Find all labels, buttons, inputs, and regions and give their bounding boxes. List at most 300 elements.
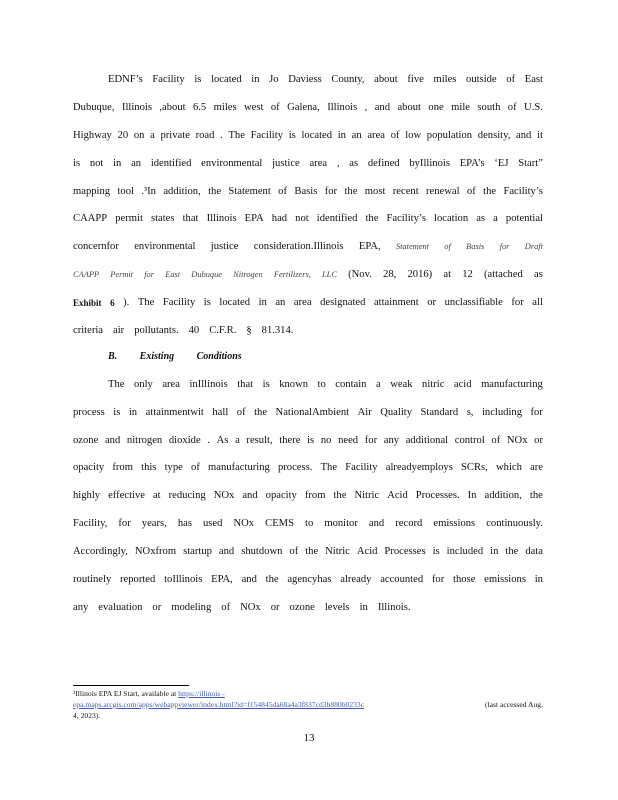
word: Dubuque, <box>73 102 115 113</box>
word: of <box>390 130 400 141</box>
word: identified <box>316 213 358 224</box>
word: years, <box>141 518 167 529</box>
word: 2016) <box>407 269 433 280</box>
word: the <box>265 574 279 585</box>
word: located <box>211 74 242 85</box>
word: need <box>338 435 359 446</box>
word: any <box>73 602 89 613</box>
word: Processes <box>384 546 426 557</box>
word: Galena, <box>287 102 320 113</box>
word: (attached <box>484 269 523 280</box>
text-line <box>73 461 543 475</box>
word: acid <box>453 379 472 390</box>
word: routinely <box>73 574 112 585</box>
word: a <box>235 435 240 446</box>
word: reducing <box>168 490 206 501</box>
word: a <box>375 379 381 390</box>
word: Standard <box>420 407 459 418</box>
word: had <box>271 213 288 224</box>
word: data <box>525 546 543 557</box>
footnote-link-part2[interactable]: epa.maps.arcgis.com/apps/webappviewer/index.html?id=f154845da68a4a3f837cd3b880b0233c <box>73 700 365 709</box>
word: CAAPP <box>73 270 100 279</box>
word: LLC <box>322 270 337 279</box>
word: or <box>427 297 437 308</box>
word: states <box>150 213 175 224</box>
text-line <box>73 324 543 338</box>
word: and <box>104 435 121 446</box>
word: agencyhas <box>287 574 332 585</box>
text-line <box>73 212 543 226</box>
word: nitrogen <box>126 435 163 446</box>
section-title-1: Existing <box>139 351 175 362</box>
word: used <box>203 518 223 529</box>
word: in <box>490 546 499 557</box>
word: Illinois <box>206 213 237 224</box>
word: located <box>301 130 333 141</box>
word: the <box>483 186 497 197</box>
word: is <box>73 158 81 169</box>
word: hall <box>212 407 229 418</box>
word: of <box>236 407 246 418</box>
word: any <box>383 435 400 446</box>
word: recent <box>392 186 419 197</box>
word: Facility <box>345 462 378 473</box>
word: manufacturing <box>481 379 543 390</box>
word: The <box>320 462 338 473</box>
word: process. <box>277 462 313 473</box>
word: EPA, <box>358 241 381 252</box>
word: of <box>444 242 451 251</box>
word: alreadyemploys <box>385 462 453 473</box>
word: consideration.Illinois <box>253 241 344 252</box>
word: the <box>208 186 222 197</box>
word: or <box>152 602 162 613</box>
word: that <box>237 379 254 390</box>
word: addition, <box>484 490 522 501</box>
word: . <box>207 435 210 446</box>
word: dioxide <box>168 435 201 446</box>
word: control <box>454 435 485 446</box>
word: for <box>530 407 543 418</box>
word: is <box>432 546 440 557</box>
word: is <box>288 130 296 141</box>
word: Processes. <box>415 490 460 501</box>
word: including <box>481 407 522 418</box>
footnote-line-3: 4, 2023). <box>73 711 101 720</box>
footnote-line-2 <box>73 700 543 710</box>
word: the <box>505 546 519 557</box>
word: East <box>524 74 543 85</box>
word: s, <box>466 407 474 418</box>
word: and <box>516 130 532 141</box>
word: a <box>150 130 155 141</box>
word: as <box>476 213 486 224</box>
word: in <box>113 158 122 169</box>
word: NOx <box>213 490 235 501</box>
word: already <box>340 574 372 585</box>
word: shutdown <box>241 546 283 557</box>
word: at <box>443 269 452 280</box>
word: for <box>118 518 131 529</box>
word: § <box>246 325 252 336</box>
word: population <box>426 130 473 141</box>
word: 6.5 <box>192 102 207 113</box>
word: environmental <box>201 158 263 169</box>
word: type <box>164 462 183 473</box>
word: the <box>254 407 268 418</box>
word: from <box>304 490 326 501</box>
word: south <box>477 102 501 113</box>
word: of <box>506 74 516 85</box>
word: In <box>467 490 477 501</box>
word: for <box>431 574 445 585</box>
word: NOxfrom <box>134 546 177 557</box>
word: concernfor <box>73 241 119 252</box>
word: toIllinois <box>164 574 203 585</box>
word: 6 <box>110 298 115 308</box>
word: for <box>364 435 378 446</box>
section-title-2: Conditions <box>196 351 242 362</box>
word: Facility <box>152 74 185 85</box>
word: Illinois <box>327 102 358 113</box>
word: Fertilizers, <box>273 270 311 279</box>
word: criteria <box>73 325 103 336</box>
word: modeling <box>171 602 212 613</box>
word: Facility <box>162 297 196 308</box>
word: location <box>434 213 469 224</box>
word: in <box>128 407 138 418</box>
word: an <box>351 130 362 141</box>
word: are <box>530 462 543 473</box>
word: pollutants. <box>134 325 179 336</box>
word: Nitric <box>325 546 350 557</box>
word: of <box>491 435 501 446</box>
word: opacity <box>265 490 297 501</box>
section-heading <box>108 351 262 362</box>
text-line <box>73 240 543 254</box>
word: air <box>113 325 125 336</box>
word: manufacturing <box>208 462 270 473</box>
word: renewal <box>426 186 460 197</box>
word: process <box>73 407 105 418</box>
word: in <box>337 130 346 141</box>
word: unclassifiable <box>444 297 503 308</box>
footnote-divider <box>73 685 189 686</box>
word: area <box>293 297 312 308</box>
word: NOx <box>506 435 528 446</box>
word: Exhibit <box>73 298 102 308</box>
word: in <box>359 602 368 613</box>
word: to <box>305 518 314 529</box>
word: on <box>133 130 145 141</box>
word: there <box>279 435 301 446</box>
word: identified <box>150 158 192 169</box>
word: addition, <box>163 186 201 197</box>
word: byIllinois <box>409 158 450 169</box>
word: reported <box>120 574 156 585</box>
word: as <box>349 158 359 169</box>
word: west <box>244 102 264 113</box>
word: emissions <box>433 518 476 529</box>
word: outside <box>466 74 497 85</box>
text-line <box>73 185 543 199</box>
word: startup <box>183 546 212 557</box>
word: nitric <box>422 379 445 390</box>
word: the <box>365 213 379 224</box>
word: Statement <box>228 186 271 197</box>
word: and <box>374 102 391 113</box>
word: as <box>534 269 543 280</box>
word: monitor <box>324 518 358 529</box>
text-line <box>73 545 543 559</box>
word: The <box>137 297 155 308</box>
word: and <box>241 574 257 585</box>
word: EPA’s <box>459 158 485 169</box>
word: this <box>141 462 157 473</box>
word: the <box>333 490 347 501</box>
word: opacity <box>73 462 105 473</box>
word: Accordingly, <box>73 546 128 557</box>
word: designated <box>320 297 366 308</box>
word: a <box>493 213 498 224</box>
word: . <box>220 130 223 141</box>
word: and <box>368 518 385 529</box>
word: Basis <box>294 186 318 197</box>
section-label: B. <box>108 351 118 362</box>
word: accounted <box>380 574 424 585</box>
word: in <box>534 574 543 585</box>
footnote-link-part1[interactable]: https://illinois - <box>178 689 225 698</box>
word: highly <box>73 490 101 501</box>
word: most <box>364 186 386 197</box>
word: additional <box>405 435 449 446</box>
word: The <box>108 379 125 390</box>
text-line <box>73 434 543 448</box>
word: Facility’s <box>503 186 543 197</box>
word: inIllinois <box>189 379 228 390</box>
word: for <box>511 297 524 308</box>
word: result, <box>246 435 273 446</box>
word: SCRs, <box>461 462 488 473</box>
word: justice <box>272 158 300 169</box>
text-line <box>73 406 543 420</box>
word: CEMS <box>265 518 294 529</box>
word: EPA, <box>211 574 233 585</box>
word: road <box>195 130 215 141</box>
word: miles <box>213 102 237 113</box>
word: permit <box>115 213 143 224</box>
word: , <box>364 102 368 113</box>
word: County, <box>331 74 365 85</box>
word: which <box>496 462 522 473</box>
word: Start” <box>518 158 543 169</box>
word: effective <box>108 490 145 501</box>
word: EPA <box>244 213 264 224</box>
word: potential <box>505 213 543 224</box>
word: levels <box>324 602 350 613</box>
word: Highway <box>73 130 112 141</box>
word: Acid <box>356 546 378 557</box>
word: for <box>499 242 510 251</box>
footnote-accessed: (last accessed Aug. <box>485 700 543 709</box>
word: Daviess <box>288 74 322 85</box>
word: and <box>242 490 258 501</box>
word: NationalAmbient <box>275 407 350 418</box>
word: for <box>144 270 155 279</box>
word: 81.314. <box>261 325 294 336</box>
word: Basis <box>466 242 485 251</box>
word: As <box>216 435 229 446</box>
word: area <box>162 379 180 390</box>
word: all <box>532 297 543 308</box>
word: record <box>395 518 423 529</box>
word: or <box>534 435 543 446</box>
word: of <box>507 102 517 113</box>
word: 40 <box>188 325 200 336</box>
word: is <box>194 74 202 85</box>
word: environmental <box>134 241 196 252</box>
word: ozone <box>73 435 99 446</box>
word: Draft <box>524 242 543 251</box>
word: the <box>305 546 319 557</box>
word: Permit <box>110 270 134 279</box>
word: of <box>270 102 280 113</box>
word: of <box>278 186 287 197</box>
footnote-line-1 <box>73 689 543 699</box>
word: ozone <box>289 602 315 613</box>
word: has <box>177 518 192 529</box>
word: about <box>397 102 421 113</box>
word: East <box>165 270 181 279</box>
word: for <box>324 186 338 197</box>
word: private <box>160 130 190 141</box>
word: included <box>446 546 484 557</box>
text-line <box>73 129 543 143</box>
word: tool <box>117 186 134 197</box>
word: five <box>407 74 424 85</box>
word: Illinois. <box>377 602 411 613</box>
word: Facility <box>250 130 283 141</box>
word: ). <box>123 297 130 308</box>
word: density, <box>477 130 511 141</box>
word: it <box>537 130 543 141</box>
word: an <box>275 297 286 308</box>
word: (Nov. <box>348 269 372 280</box>
word: Air <box>357 407 372 418</box>
word: is <box>203 297 211 308</box>
word: C.F.R. <box>209 325 237 336</box>
text-line <box>73 573 543 587</box>
word: low <box>405 130 422 141</box>
word: miles <box>433 74 457 85</box>
word: that <box>182 213 199 224</box>
text-line <box>73 489 543 503</box>
word: Nitric <box>354 490 380 501</box>
word: of <box>289 546 299 557</box>
text-line <box>108 73 543 87</box>
word: located <box>219 297 251 308</box>
text-line <box>73 157 543 171</box>
word: EDNF’s <box>108 74 143 85</box>
word: defined <box>367 158 400 169</box>
text-line <box>73 296 543 310</box>
word: in <box>251 74 260 85</box>
word: an <box>131 158 142 169</box>
word: Statement <box>395 242 429 251</box>
word: to <box>317 379 326 390</box>
word: Quality <box>380 407 413 418</box>
word: Illinois <box>121 102 152 113</box>
word: area <box>367 130 385 141</box>
word: at <box>152 490 161 501</box>
word: Nitrogen <box>233 270 263 279</box>
word: NOx <box>240 602 261 613</box>
word: Acid <box>387 490 408 501</box>
word: continuously. <box>486 518 543 529</box>
word: and <box>218 546 235 557</box>
word: of <box>466 186 476 197</box>
footnote-text: ³Illinois EPA EJ Start, available at <box>73 689 179 698</box>
word: the <box>344 186 358 197</box>
word: mapping <box>73 186 111 197</box>
word: is <box>262 379 270 390</box>
word: known <box>279 379 309 390</box>
word: Jo <box>269 74 279 85</box>
word: area <box>309 158 328 169</box>
word: not <box>295 213 309 224</box>
text-line <box>73 517 543 531</box>
word: justice <box>210 241 239 252</box>
word: emissions <box>484 574 526 585</box>
word: , <box>336 158 340 169</box>
text-line <box>73 101 543 115</box>
word: about <box>374 74 398 85</box>
word: mile <box>451 102 470 113</box>
word: is <box>307 435 315 446</box>
word: Facility’s <box>386 213 426 224</box>
text-line <box>73 268 543 282</box>
word: in <box>258 297 267 308</box>
word: those <box>453 574 476 585</box>
word: .³In <box>141 186 156 197</box>
word: attainment <box>373 297 419 308</box>
word: attainmentwit <box>145 407 204 418</box>
word: the <box>529 490 543 501</box>
word: is <box>113 407 121 418</box>
word: not <box>89 158 104 169</box>
text-line <box>73 601 543 615</box>
word: CAAPP <box>73 213 108 224</box>
word: contain <box>335 379 367 390</box>
word: U.S. <box>524 102 543 113</box>
word: only <box>133 379 153 390</box>
word: of <box>191 462 200 473</box>
word: 28, <box>383 269 397 280</box>
word: NOx <box>233 518 255 529</box>
word: from <box>112 462 133 473</box>
word: ,about <box>159 102 186 113</box>
word: 12 <box>462 269 473 280</box>
word: ‘EJ <box>494 158 509 169</box>
word: no <box>320 435 332 446</box>
word: The <box>228 130 245 141</box>
word: or <box>270 602 280 613</box>
word: one <box>428 102 444 113</box>
word: evaluation <box>98 602 143 613</box>
text-line <box>108 378 543 392</box>
word: 20 <box>117 130 129 141</box>
word: of <box>221 602 231 613</box>
